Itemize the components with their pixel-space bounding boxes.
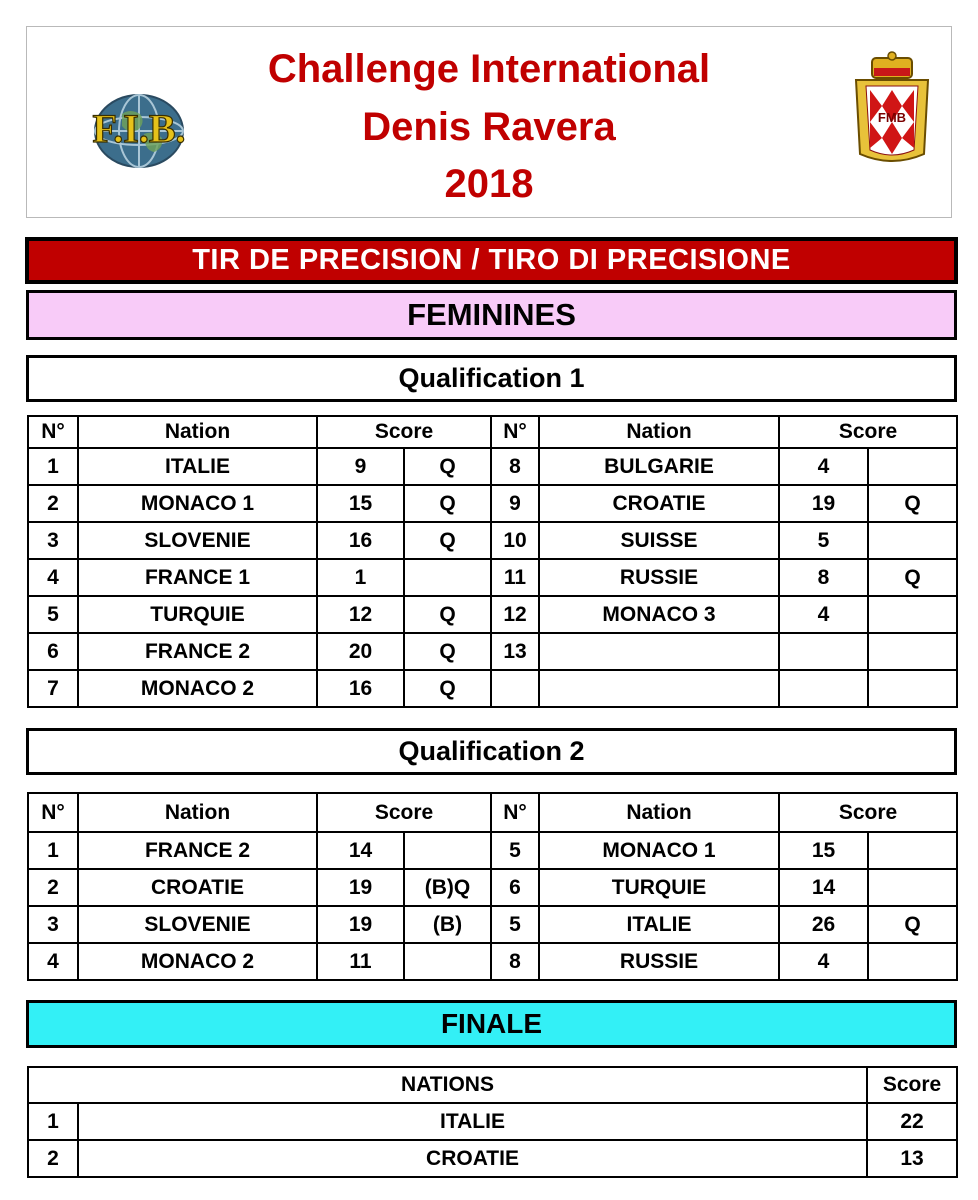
cell-qualified: Q (404, 633, 491, 670)
cell-score: 14 (317, 832, 404, 869)
table-row (28, 670, 957, 707)
cell-qualified (868, 869, 957, 906)
cell-nation: ITALIE (539, 906, 779, 943)
table-header-row (28, 1067, 957, 1103)
cell-score: 19 (317, 906, 404, 943)
header-num: N° (491, 793, 539, 832)
table-row (28, 596, 957, 633)
cell-score: 9 (317, 448, 404, 485)
cell-score (779, 670, 868, 707)
cell-num: 8 (491, 448, 539, 485)
qualification-2-table (27, 792, 958, 981)
table-row (28, 522, 957, 559)
title-line-1: Challenge International (267, 47, 711, 91)
cell-score: 26 (779, 906, 868, 943)
cell-qualified (868, 633, 957, 670)
table-row (28, 906, 957, 943)
qualification-2-title: Qualification 2 (26, 728, 957, 775)
cell-num: 2 (28, 485, 78, 522)
title-line-2: Denis Ravera (362, 105, 616, 149)
header-num: N° (491, 416, 539, 448)
cell-qualified: Q (868, 485, 957, 522)
cell-rank: 1 (28, 1103, 78, 1140)
fib-logo (44, 92, 234, 170)
header-nations: NATIONS (28, 1067, 867, 1103)
cell-num: 11 (491, 559, 539, 596)
cell-qualified: Q (404, 596, 491, 633)
cell-qualified (404, 832, 491, 869)
cell-nation (539, 670, 779, 707)
cell-score: 11 (317, 943, 404, 980)
header-num: N° (28, 793, 78, 832)
cell-num: 3 (28, 906, 78, 943)
cell-qualified (868, 670, 957, 707)
cell-score: 1 (317, 559, 404, 596)
cell-qualified: (B)Q (404, 869, 491, 906)
cell-num: 5 (491, 906, 539, 943)
header-score: Score (317, 793, 491, 832)
cell-num: 2 (28, 869, 78, 906)
cell-score: 16 (317, 522, 404, 559)
cell-nation: ITALIE (78, 448, 317, 485)
cell-nation: FRANCE 1 (78, 559, 317, 596)
cell-num: 7 (28, 670, 78, 707)
table-row (28, 559, 957, 596)
table-row (28, 1103, 957, 1140)
cell-score: 14 (779, 869, 868, 906)
cell-nation: SLOVENIE (78, 906, 317, 943)
header-nation: Nation (539, 793, 779, 832)
cell-num: 1 (28, 448, 78, 485)
cell-qualified (868, 943, 957, 980)
table-row (28, 869, 957, 906)
cell-qualified (404, 559, 491, 596)
event-banner: TIR DE PRECISION / TIRO DI PRECISIONE (26, 238, 957, 283)
cell-nation: MONACO 2 (78, 670, 317, 707)
table-row (28, 448, 957, 485)
cell-score: 13 (867, 1140, 957, 1177)
header-num: N° (28, 416, 78, 448)
cell-score: 22 (867, 1103, 957, 1140)
cell-num: 6 (28, 633, 78, 670)
cell-score (779, 633, 868, 670)
cell-num: 13 (491, 633, 539, 670)
table-header-row (28, 793, 957, 832)
cell-score: 4 (779, 596, 868, 633)
cell-score: 4 (779, 943, 868, 980)
table-header-row (28, 416, 957, 448)
cell-qualified: (B) (404, 906, 491, 943)
cell-score: 4 (779, 448, 868, 485)
cell-score: 5 (779, 522, 868, 559)
cell-nation: MONACO 3 (539, 596, 779, 633)
cell-nation: SUISSE (539, 522, 779, 559)
header-nation: Nation (539, 416, 779, 448)
cell-qualified: Q (404, 448, 491, 485)
cell-num (491, 670, 539, 707)
header-nation: Nation (78, 416, 317, 448)
cell-num: 5 (491, 832, 539, 869)
cell-score: 15 (317, 485, 404, 522)
title-line-3: 2018 (444, 162, 534, 206)
fmb-logo-text: FMB (877, 110, 907, 125)
cell-nation: MONACO 1 (78, 485, 317, 522)
cell-nation: CROATIE (78, 869, 317, 906)
header-score: Score (867, 1067, 957, 1103)
cell-num: 5 (28, 596, 78, 633)
cell-score: 16 (317, 670, 404, 707)
header-score: Score (779, 416, 957, 448)
cell-nation: RUSSIE (539, 943, 779, 980)
cell-num: 9 (491, 485, 539, 522)
table-row (28, 943, 957, 980)
cell-score: 19 (779, 485, 868, 522)
cell-num: 8 (491, 943, 539, 980)
cell-qualified: Q (868, 559, 957, 596)
cell-score: 8 (779, 559, 868, 596)
cell-nation: CROATIE (539, 485, 779, 522)
cell-nation: TURQUIE (539, 869, 779, 906)
fib-logo-text: F.I.B. (92, 106, 186, 151)
cell-score: 19 (317, 869, 404, 906)
cell-qualified: Q (868, 906, 957, 943)
cell-num: 12 (491, 596, 539, 633)
cell-nation: CROATIE (78, 1140, 867, 1177)
cell-nation: RUSSIE (539, 559, 779, 596)
header-score: Score (317, 416, 491, 448)
cell-nation: FRANCE 2 (78, 832, 317, 869)
cell-qualified (868, 448, 957, 485)
cell-nation (539, 633, 779, 670)
table-row (28, 633, 957, 670)
cell-qualified (868, 596, 957, 633)
cell-nation: FRANCE 2 (78, 633, 317, 670)
cell-score: 15 (779, 832, 868, 869)
cell-score: 20 (317, 633, 404, 670)
qualification-1-title: Qualification 1 (26, 355, 957, 402)
finale-banner: FINALE (26, 1000, 957, 1048)
table-row (28, 1140, 957, 1177)
cell-num: 3 (28, 522, 78, 559)
cell-qualified (868, 522, 957, 559)
cell-num: 4 (28, 559, 78, 596)
finale-table (27, 1066, 958, 1178)
header-score: Score (779, 793, 957, 832)
cell-nation: SLOVENIE (78, 522, 317, 559)
cell-nation: ITALIE (78, 1103, 867, 1140)
cell-nation: MONACO 2 (78, 943, 317, 980)
cell-num: 4 (28, 943, 78, 980)
cell-score: 12 (317, 596, 404, 633)
table-row (28, 485, 957, 522)
header-nation: Nation (78, 793, 317, 832)
table-row (28, 832, 957, 869)
cell-rank: 2 (28, 1140, 78, 1177)
cell-qualified (404, 943, 491, 980)
category-banner: FEMININES (26, 290, 957, 340)
cell-num: 6 (491, 869, 539, 906)
cell-qualified: Q (404, 485, 491, 522)
cell-qualified (868, 832, 957, 869)
cell-nation: TURQUIE (78, 596, 317, 633)
cell-nation: MONACO 1 (539, 832, 779, 869)
cell-qualified: Q (404, 522, 491, 559)
qualification-1-table (27, 415, 958, 708)
cell-qualified: Q (404, 670, 491, 707)
cell-num: 1 (28, 832, 78, 869)
cell-num: 10 (491, 522, 539, 559)
cell-nation: BULGARIE (539, 448, 779, 485)
fmb-logo (852, 50, 932, 174)
